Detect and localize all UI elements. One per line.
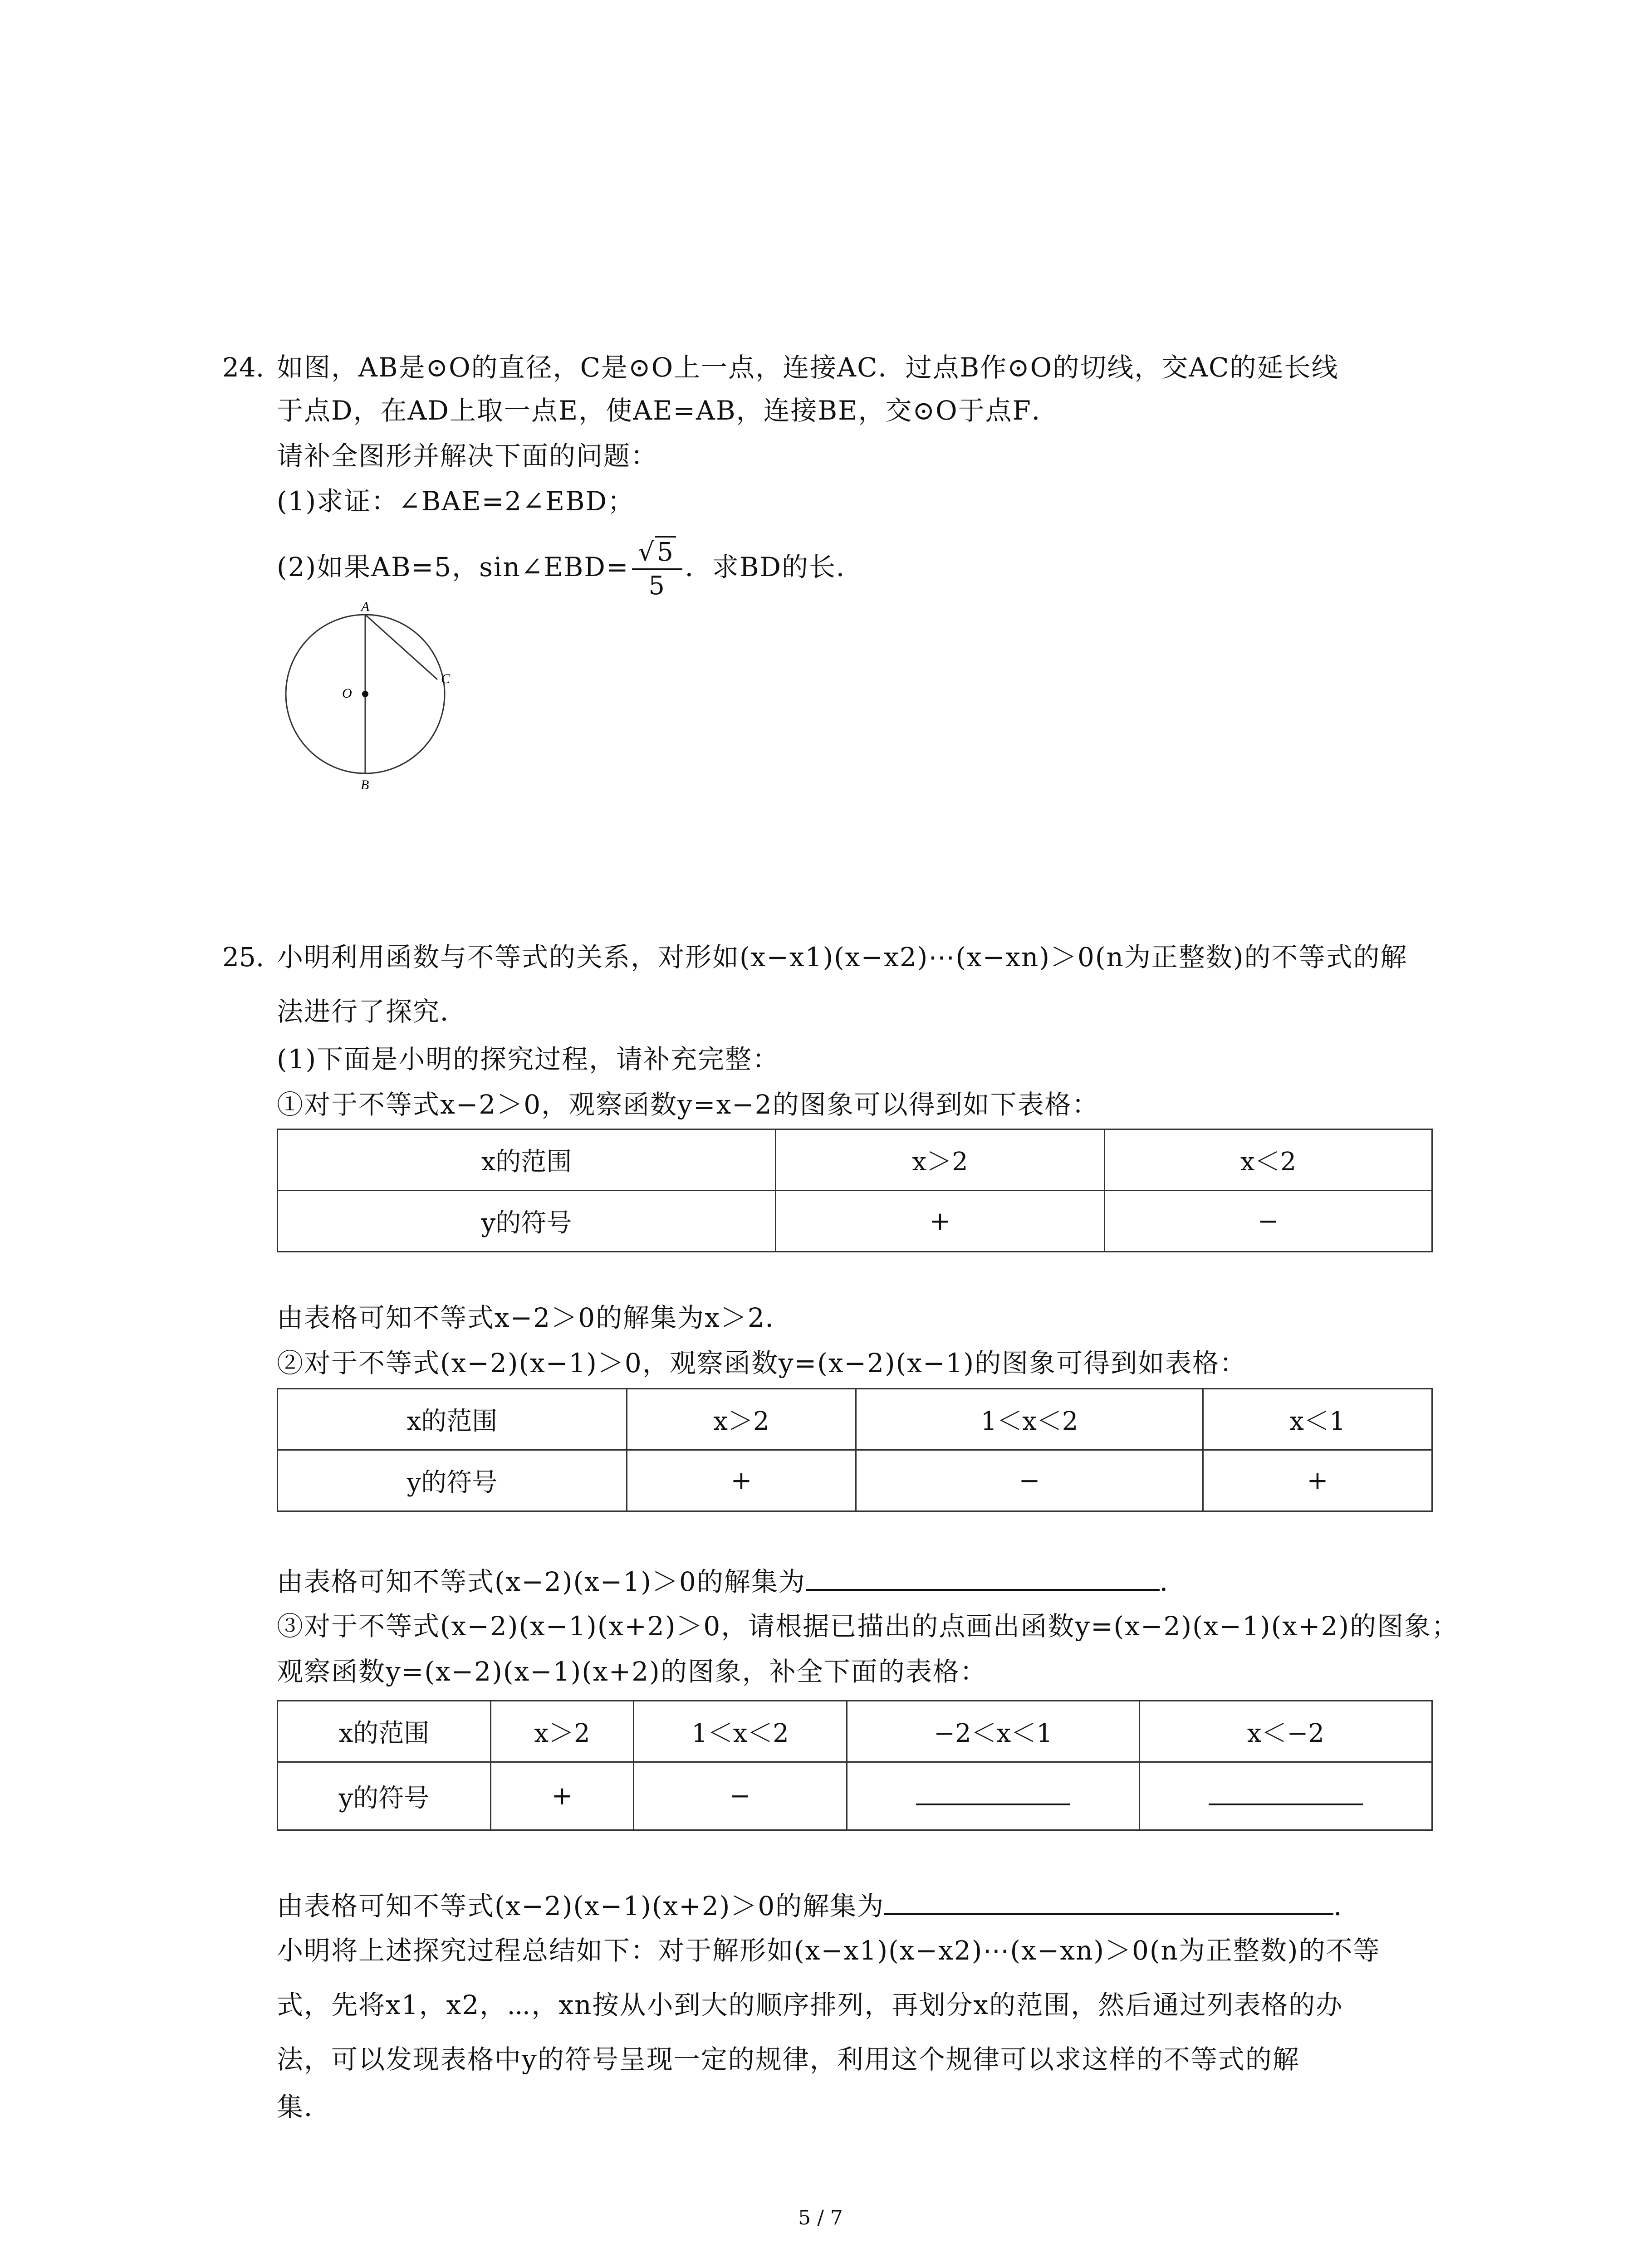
table-cell: x＞2 — [627, 1389, 856, 1450]
table-cell: + — [627, 1450, 856, 1511]
q25-conclusion2-end: ． — [1159, 1566, 1187, 1597]
q25-conclusion3-text: 由表格可知不等式(x−2)(x−1)(x+2)＞0的解集为 — [277, 1891, 885, 1921]
table-cell: x＜2 — [1105, 1129, 1432, 1191]
table-cell: + — [491, 1762, 634, 1830]
table-1-row-range — [278, 1129, 1432, 1191]
sqrt5-over-5-fraction — [632, 537, 682, 602]
q25-intro-line1: 小明利用函数与不等式的关系，对形如(x−x1)(x−x2)⋯(x−xn)＞0(n为正整数)的不等式的解 — [277, 942, 1408, 973]
table-cell: x的范围 — [278, 1129, 776, 1191]
table-1-row-sign — [278, 1191, 1432, 1252]
table-cell: x＞2 — [491, 1701, 634, 1762]
table-cell: 1＜x＜2 — [634, 1701, 847, 1762]
q25-conclusion3 — [277, 1887, 1361, 1924]
q25-summary-line3: 法，可以发现表格中y的符号呈现一定的规律，利用这个规律可以求这样的不等式的解 — [277, 2044, 1300, 2075]
answer-blank-2[interactable] — [806, 1563, 1160, 1591]
q25-conclusion3-end: ． — [1333, 1891, 1361, 1921]
table-3-row-range — [278, 1701, 1432, 1762]
table-2-row-sign — [278, 1450, 1432, 1511]
table-2-row-range — [278, 1389, 1432, 1450]
table-cell: x的范围 — [278, 1701, 491, 1762]
q25-conclusion1: 由表格可知不等式x−2＞0的解集为x＞2． — [277, 1302, 793, 1333]
q24-text-line2: 于点D，在AD上取一点E，使AE=AB，连接BE，交⊙O于点F． — [277, 395, 1059, 426]
sqrt-icon: √ — [638, 537, 656, 567]
table-cell: 1＜x＜2 — [856, 1389, 1203, 1450]
q24-instruction: 请补全图形并解决下面的问题： — [277, 440, 658, 471]
table-cell: x的范围 — [278, 1389, 627, 1450]
table-3 — [277, 1700, 1433, 1831]
q24-number: 24. — [222, 352, 265, 383]
center-point-o — [362, 691, 368, 697]
table-cell: − — [1105, 1191, 1432, 1252]
q25-step3-line1: ③对于不等式(x−2)(x−1)(x+2)＞0，请根据已描出的点画出函数y=(x−2)(x−1)(x+2)的图象； — [277, 1611, 1459, 1642]
table-cell: y的符号 — [278, 1191, 776, 1252]
q25-step1: ①对于不等式x−2＞0，观察函数y=x−2的图象可以得到如下表格： — [277, 1089, 1099, 1120]
q25-number: 25. — [222, 942, 265, 973]
label-o: O — [342, 686, 352, 701]
table-cell: x＞2 — [776, 1129, 1105, 1191]
table-cell: + — [776, 1191, 1105, 1252]
chord-ac — [365, 615, 437, 679]
table-cell: x＜1 — [1203, 1389, 1432, 1450]
q25-summary-line1: 小明将上述探究过程总结如下：对于解形如(x−x1)(x−x2)⋯(x−xn)＞0(n为正整数)的不等 — [277, 1935, 1381, 1966]
answer-blank-cell-1[interactable] — [916, 1781, 1070, 1805]
circle-figure — [272, 599, 463, 798]
table-2 — [277, 1388, 1433, 1512]
fraction-numerator: 5 — [655, 536, 676, 567]
q24-part2-suffix: ．求BD的长． — [685, 552, 863, 582]
table-cell: y的符号 — [278, 1762, 491, 1830]
table-cell: −2＜x＜1 — [847, 1701, 1140, 1762]
q25-conclusion2-text: 由表格可知不等式(x−2)(x−1)＞0的解集为 — [277, 1566, 806, 1597]
q25-intro-line2: 法进行了探究． — [277, 996, 468, 1027]
table-cell: − — [634, 1762, 847, 1830]
table-cell: x＜−2 — [1140, 1701, 1432, 1762]
table-1 — [277, 1129, 1433, 1252]
answer-blank-3[interactable] — [884, 1887, 1333, 1915]
q24-text-line1: 如图，AB是⊙O的直径，C是⊙O上一点，连接AC．过点B作⊙O的切线，交AC的延长线 — [277, 352, 1339, 383]
label-b: B — [361, 777, 369, 792]
q25-summary-line4: 集． — [277, 2092, 332, 2122]
q25-summary-line2: 式，先将x1，x2，⋯，xn按从小到大的顺序排列，再划分x的范围，然后通过列表格的办 — [277, 1989, 1343, 2020]
table-cell: y的符号 — [278, 1450, 627, 1511]
table-cell: − — [856, 1450, 1203, 1511]
table-3-row-sign — [278, 1762, 1432, 1830]
label-c: C — [441, 671, 451, 686]
q25-part1: (1)下面是小明的探究过程，请补充完整： — [277, 1044, 780, 1075]
fraction-denominator: 5 — [648, 571, 666, 601]
q25-step3-line2: 观察函数y=(x−2)(x−1)(x+2)的图象，补全下面的表格： — [277, 1656, 987, 1687]
q24-part2-prefix: (2)如果AB=5，sin∠EBD= — [277, 552, 629, 582]
table-cell: + — [1203, 1450, 1432, 1511]
q25-step2: ②对于不等式(x−2)(x−1)＞0，观察函数y=(x−2)(x−1)的图象可得到如表格： — [277, 1348, 1247, 1378]
table-cell-blank[interactable] — [1140, 1762, 1432, 1830]
label-a: A — [361, 599, 370, 614]
page-number: 5 / 7 — [798, 2206, 843, 2229]
q25-conclusion2 — [277, 1563, 1187, 1600]
table-cell-blank[interactable] — [847, 1762, 1140, 1830]
answer-blank-cell-2[interactable] — [1209, 1781, 1363, 1805]
q24-part1: (1)求证：∠BAE=2∠EBD； — [277, 486, 635, 517]
